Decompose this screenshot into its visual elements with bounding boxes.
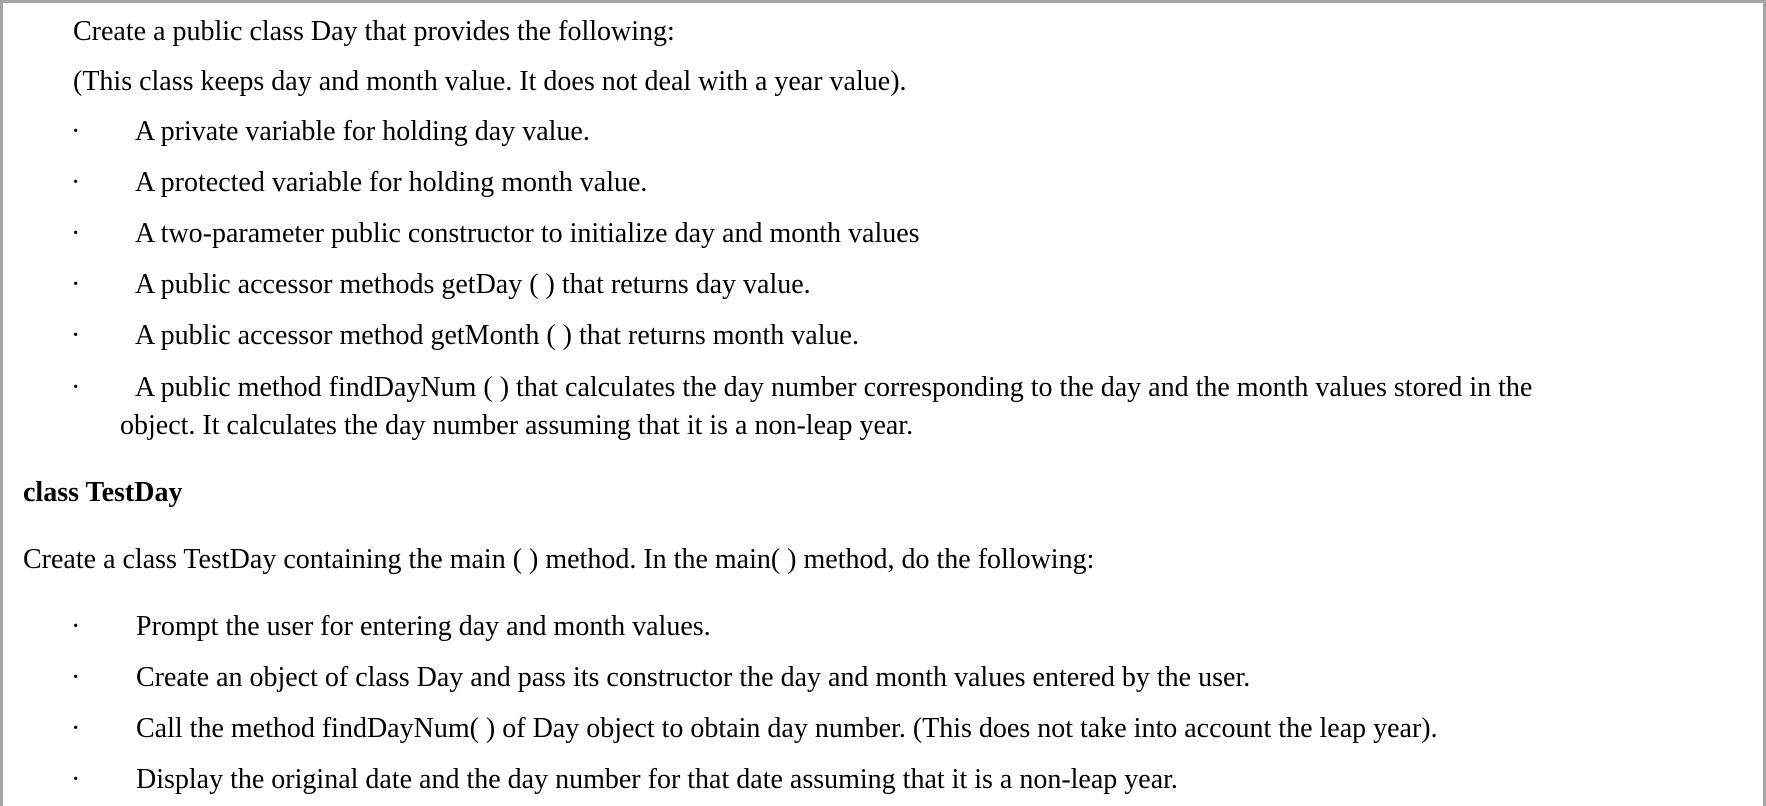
day-requirement-item: A public accessor methods getDay ( ) that returns day value. (135, 269, 811, 300)
bullet-icon: · (71, 218, 81, 249)
bullet-icon: · (71, 269, 81, 300)
day-requirement-item: A public method findDayNum ( ) that calculates the day number corresponding to the day and the month values stored in the (135, 372, 1533, 403)
testday-step-item: Create an object of class Day and pass its constructor the day and month values entered by the user. (136, 662, 1251, 693)
bullet-icon: · (71, 372, 81, 403)
day-requirement-item: A private variable for holding day value. (135, 116, 590, 147)
day-requirement-item-continuation: object. It calculates the day number assuming that it is a non-leap year. (120, 410, 914, 441)
day-requirement-item: A public accessor method getMonth ( ) that returns month value. (135, 320, 859, 351)
testday-step-item: Call the method findDayNum( ) of Day object to obtain day number. (This does not take into account the leap year). (136, 713, 1438, 744)
testday-step-item: Prompt the user for entering day and month values. (136, 611, 711, 642)
bullet-icon: · (71, 713, 81, 744)
bullet-icon: · (71, 167, 81, 198)
day-class-intro: Create a public class Day that provides the following: (73, 16, 675, 47)
bullet-icon: · (71, 116, 81, 147)
bullet-icon: · (71, 764, 81, 795)
testday-intro: Create a class TestDay containing the main ( ) method. In the main( ) method, do the following: (23, 544, 1095, 575)
bullet-icon: · (71, 611, 81, 642)
bullet-icon: · (71, 662, 81, 693)
day-class-note: (This class keeps day and month value. It does not deal with a year value). (73, 66, 907, 97)
day-requirement-item: A protected variable for holding month value. (135, 167, 648, 198)
testday-heading: class TestDay (23, 477, 183, 508)
bullet-icon: · (71, 320, 81, 351)
testday-step-item: Display the original date and the day number for that date assuming that it is a non-leap year. (136, 764, 1178, 795)
day-requirement-item: A two-parameter public constructor to initialize day and month values (135, 218, 920, 249)
